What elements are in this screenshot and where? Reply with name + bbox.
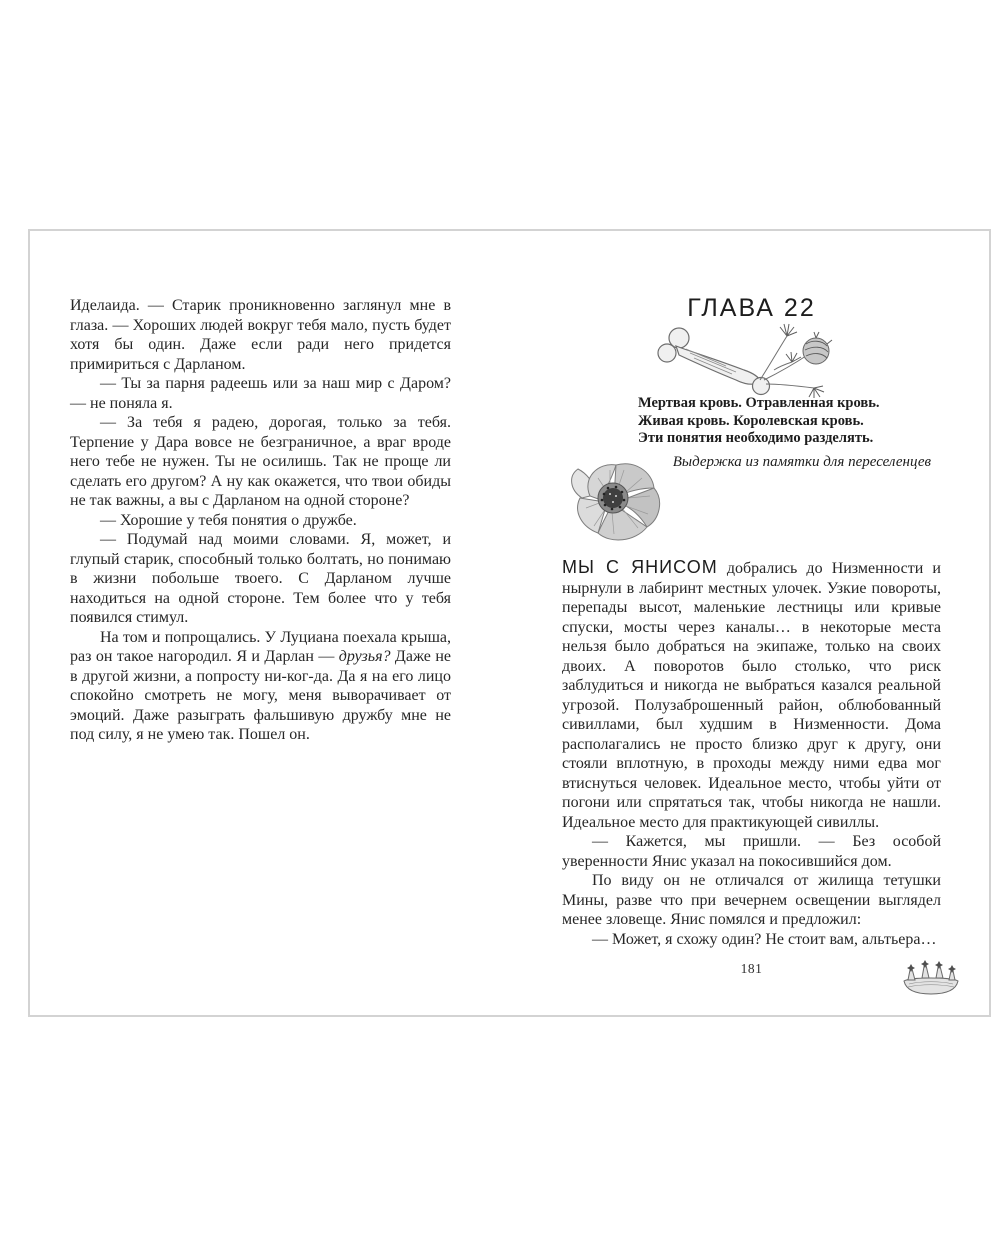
- paragraph: [562, 558, 941, 832]
- chapter-epigraph: [638, 395, 880, 448]
- crown-illustration: [897, 954, 965, 998]
- epigraph-line: Эти понятия необходимо разделять.: [638, 430, 874, 446]
- paragraph: [70, 296, 451, 374]
- text-run: — За тебя я радею, дорогая, только за тебя. Терпение у Дара вовсе не безграничное, а враг вроде него тебе не нужен. Ты не осилишь. Так не проще ли сделать его другом? А ну как окажется, что твои обиды не так важны, а вы с Дарланом на одной стороне?: [70, 414, 451, 509]
- text-run: По виду он не отличался от жилища тетушки Мины, разве что при вечернем освещении выглядел менее зловеще. Янис помялся и предложил:: [562, 872, 941, 928]
- text-run: — Подумай над моими словами. Я, может, и глупый старик, способный только болтать, но понимаю в жизни побольше твоего. С Дарланом лучше находиться на одной стороне. Тем более что у тебя появился стимул.: [70, 531, 451, 626]
- text-run: — Хорошие у тебя понятия о дружбе.: [100, 511, 357, 529]
- paragraph: [70, 413, 451, 511]
- paragraph: [562, 832, 941, 871]
- epigraph-line: Живая кровь. Королевская кровь.: [638, 412, 864, 429]
- paragraph: [70, 530, 451, 628]
- text-run: На том и попрощались. У Луциана поехала крыша, раз он такое нагородил. Я и Дарлан —: [70, 628, 451, 665]
- text-run: добрались до Низменности и нырнули в лабиринт местных улочек. Узкие повороты, перепады высот, маленькие лестницы или кривые спуски, мосты через каналы… в некоторые места нельзя было добраться на экипаже, только на своих двоих. А поворотов было столько, что риск заблудиться и никогда не выбраться казался реальной угрозой. Полузаброшенный район, облюбованный сивиллами, был худшим в Низменности. Дома располагались не просто близко друг к другу, они стояли вплотную, в проходы между ними едва мог втиснуться человек. Идеальное место, чтобы уйти от погони или спрятаться так, чтобы никогда не нашли. Идеальное место для практикующей сивиллы.: [562, 560, 941, 831]
- text-run: Даже не в другой жизни, а попросту ни-ког-да. Да я на его лицо спокойно смотреть не могу, меня выворачивает от эмоций. Даже разыграть фальшивую дружбу мне не под силу, я не умею так. Пошел он.: [70, 648, 451, 743]
- text-run: — Ты за парня радеешь или за наш мир с Даром? — не поняла я.: [70, 375, 451, 412]
- paragraph: [562, 871, 941, 930]
- page-number: 181: [740, 961, 763, 976]
- left-page-text: [70, 296, 451, 745]
- paragraph: [70, 511, 451, 531]
- bone-flowers-illustration: [656, 322, 840, 398]
- paragraph: [70, 628, 451, 745]
- paragraph: [70, 374, 451, 413]
- epigraph-attribution: Выдержка из памятки для переселенцев: [672, 454, 931, 470]
- chapter-lead-in: МЫ С ЯНИСОМ: [562, 557, 718, 577]
- text-run: — Кажется, мы пришли. — Без особой уверенности Янис указал на покосившийся дом.: [562, 833, 941, 870]
- poppy-illustration: [558, 456, 672, 548]
- paragraph: [562, 930, 941, 950]
- italic-text-run: друзья?: [338, 648, 391, 665]
- right-page-text: [562, 558, 941, 949]
- epigraph-line: Мертвая кровь. Отравленная кровь.: [638, 395, 880, 411]
- text-run: — Может, я схожу один? Не стоит вам, альтьера…: [592, 930, 937, 948]
- chapter-title: ГЛАВА 22: [687, 294, 816, 322]
- text-run: Иделаида. — Старик проникновенно заглянул мне в глаза. — Хороших людей вокруг тебя мало, пусть будет хотя бы один. Даже если ради него придется примириться с Дарланом.: [70, 297, 451, 373]
